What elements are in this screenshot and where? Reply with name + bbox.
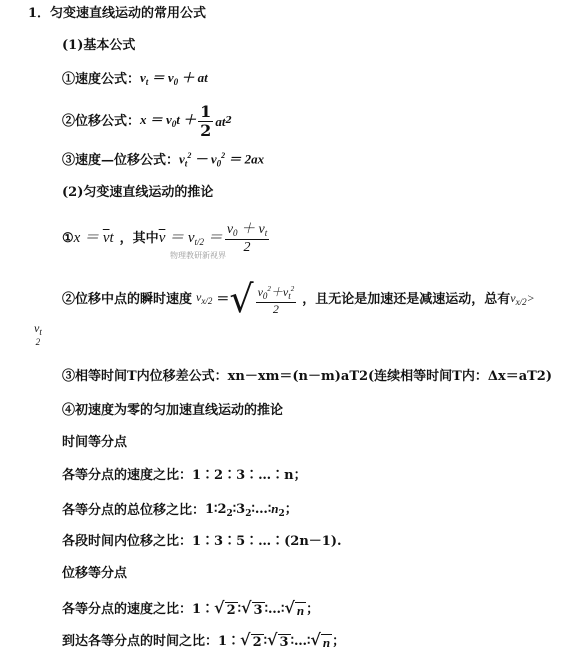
one-half-fraction: $\frac{1}{2}$ [200, 102, 212, 140]
midpoint-velocity-comparison: $v_{x/2}>$ [510, 290, 535, 307]
average-velocity-expression: $\overline{v} = v_{t/2}$ ＝ [158, 229, 223, 247]
zero-initial-velocity-inference: ④初速度为零的匀加速直线运动的推论 [62, 403, 284, 418]
sqrt-3: √ 3 [241, 598, 263, 618]
sqrt-2-time: √ 2 [240, 630, 262, 650]
watermark-text: 物理教研新视界 [170, 251, 226, 260]
midpoint-velocity-symbol: $v_{x/2}$ [196, 290, 213, 307]
sqrt-3-time: √ 3 [267, 630, 289, 650]
displacement-division-title: 位移等分点 [62, 566, 128, 581]
velocity-displacement-formula: ③速度—位移公式： $v_t^2 - v_0^2 = 2ax$ [62, 151, 265, 169]
half-time-velocity-symbol: $v_t$ 2 [34, 321, 42, 347]
average-velocity-inference: ① $x = \overline{v}t$ ，其中 $\overline{v} = v_{t/2}$ ＝ $\frac{v_0 + v_t}{2}$ [62, 222, 268, 255]
time-division-title: 时间等分点 [62, 435, 128, 450]
displacement-formula-expression: $x = v_0t$ ＋ [140, 112, 197, 130]
time-velocity-ratio: 各等分点的速度之比：1∶2∶3∶…∶n； [62, 468, 307, 483]
segment-displacement-ratio: 各段时间内位移之比：1∶3∶5∶…∶(2n－1). [62, 534, 342, 549]
total-displacement-ratio-expression: $1∶2_2∶3_2∶\dots∶n_2$； [205, 501, 298, 519]
basic-formulas-title: (1)基本公式 [62, 38, 136, 53]
time-total-displacement-ratio: 各等分点的总位移之比： $1∶2_2∶3_2∶\dots∶n_2$； [62, 501, 298, 519]
inferences-title: (2)匀变速直线运动的推论 [62, 185, 214, 200]
midpoint-velocity-inference: ②位移中点的瞬时速度 $v_{x/2}$ ＝ √ $\frac{v_0^2+v_t^2}{2}$ ，且无论是加速还是减速运动，总有 $v_{x/2}>$ [62, 277, 535, 321]
velocity-formula-expression: $v_t = v_0$ ＋ at [140, 70, 208, 87]
displacement-velocity-ratio: 各等分点的速度之比：1∶ √ 2 ∶ √ 3 ∶…∶ √ n ； [62, 598, 320, 618]
sqrt-n: √ n [284, 598, 305, 618]
displacement-time-ratio: 到达各等分点的时间之比：1∶ √ 2 ∶ √ 3 ∶…∶ √ n ； [62, 630, 346, 650]
section-heading: 1．匀变速直线运动的常用公式 [28, 6, 207, 21]
average-velocity-fraction: $\frac{v_0 + v_t}{2}$ [226, 222, 268, 255]
sqrt-n-time: √ n [310, 630, 331, 650]
displacement-difference-formula: ③相等时间T内位移差公式：xn－xm＝(n－m)aT2(连续相等时间T内：Δx＝aT2) [62, 369, 552, 384]
midpoint-velocity-radical: √ $\frac{v_0^2+v_t^2}{2}$ [229, 277, 295, 321]
sqrt-2: √ 2 [214, 598, 236, 618]
velocity-displacement-expression: $v_t^2 - v_0^2 = 2ax$ [179, 151, 265, 169]
displacement-average-expression: $x = \overline{v}t$ [73, 230, 114, 247]
displacement-formula: ②位移公式： $x = v_0t$ ＋ $\frac{1}{2}$ at 2 [62, 102, 232, 140]
velocity-formula: ①速度公式： $v_t = v_0$ ＋ at [62, 70, 208, 87]
